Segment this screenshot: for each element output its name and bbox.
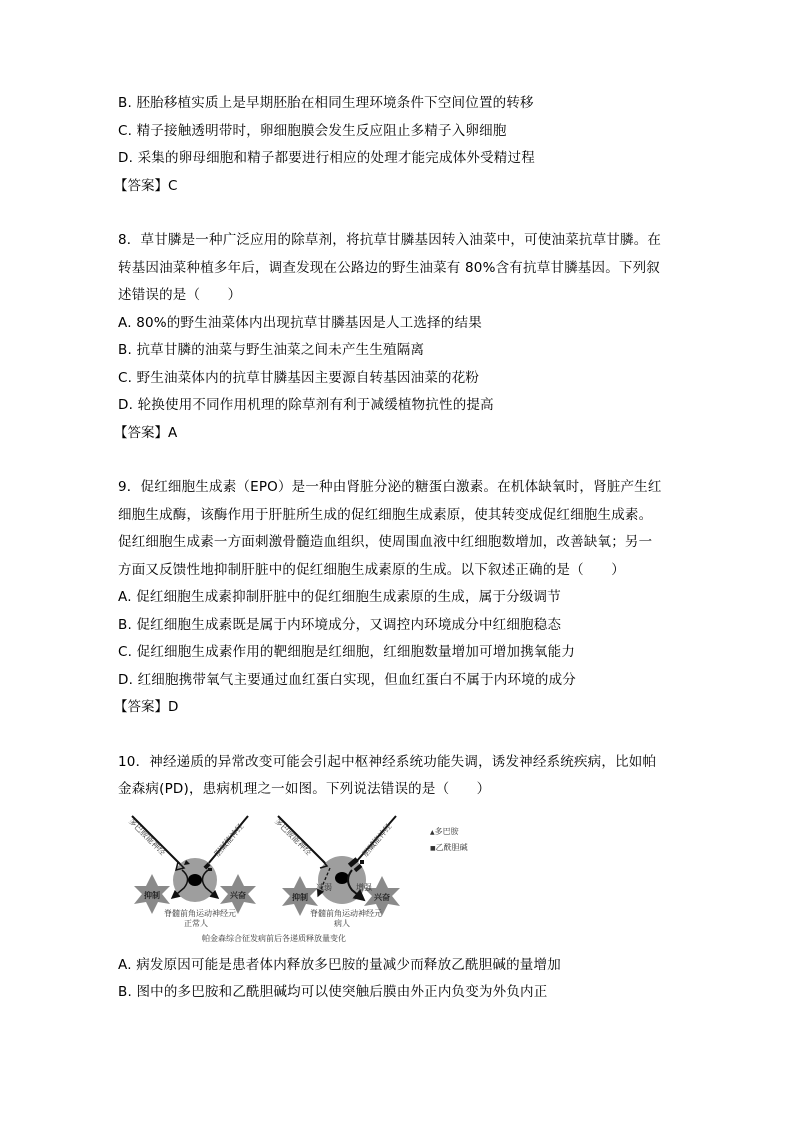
question-stem-line: 9．促红细胞生成素（EPO）是一种由肾脏分泌的糖蛋白激素。在机体缺氧时，肾脏产生红 [118, 479, 662, 495]
option-c: C. 促红细胞生成素作用的靶细胞是红细胞，红细胞数量增加可增加携氧能力 [118, 644, 576, 660]
figure-caption: 帕金森综合征发病前后各递质释放量变化 [202, 933, 346, 943]
question-stem-line: 促红细胞生成素一方面刺激骨髓造血组织，使周围血液中红细胞数增加，改善缺氧；另一 [118, 534, 653, 550]
question-stem-line: 细胞生成酶，该酶作用于肝脏所生成的促红细胞生成素原，使其转变成促红细胞生成素。 [118, 506, 653, 523]
question-10 [118, 749, 684, 1007]
option-b: B. 促红细胞生成素既是属于内环境成分，又调控内环境成分中红细胞稳态 [118, 616, 562, 633]
option-c: C. 野生油菜体内的抗草甘膦基因主要源自转基因油菜的花粉 [118, 369, 480, 386]
subject-label: 病人 [334, 918, 350, 928]
neuron-label: 脊髓前角运动神经元 [164, 908, 236, 918]
cholinergic-nerve-label: 胆碱能神经 [212, 821, 246, 858]
question-8 [114, 227, 684, 447]
option-c: C. 精子接触透明带时，卵细胞膜会发生反应阻止多精子入卵细胞 [118, 122, 507, 139]
triangle-icon: ▲ [430, 828, 435, 836]
decrease-label: 减弱 [316, 882, 332, 892]
inhibit-label: 抑制 [292, 891, 308, 902]
subject-label: 正常人 [184, 918, 208, 928]
option-b: B. 抗草甘膦的油菜与野生油菜之间未产生生殖隔离 [118, 342, 425, 358]
legend-item-acetylcholine: ■乙酰胆碱 [430, 842, 468, 852]
answer: 【答案】A [114, 424, 178, 441]
cholinergic-nerve-label: 胆碱能神经 [360, 821, 394, 858]
option-b: B. 图中的多巴胺和乙酰胆碱均可以使突触后膜由外正内负变为外负内正 [118, 984, 548, 1000]
parkinson-mechanism-figure [120, 808, 500, 948]
option-a: A. 80%的野生油菜体内出现抗草甘膦基因是人工选择的结果 [118, 314, 482, 331]
neuron-label: 脊髓前角运动神经元 [310, 908, 382, 918]
increase-label: 增强 [356, 882, 372, 892]
question-stem-line: 8．草甘膦是一种广泛应用的除草剂，将抗草甘膦基因转入油菜中，可使油菜抗草甘膦。在 [118, 232, 662, 248]
option-d: D. 轮换使用不同作用机理的除草剂有利于减缓植物抗性的提高 [118, 397, 494, 413]
question-stem-line: 10．神经递质的异常改变可能会引起中枢神经系统功能失调，诱发神经系统疾病，比如帕 [118, 753, 657, 770]
dopamine-nerve-label: 多巴胺能神经 [126, 816, 168, 857]
dopamine-nerve-label: 多巴胺能神经 [272, 816, 314, 857]
answer: 【答案】D [114, 699, 179, 715]
excite-label: 兴奋 [230, 889, 246, 900]
square-icon: ■ [430, 844, 436, 852]
question-stem-line: 金森病(PD)，患病机理之一如图。下列说法错误的是（ ） [118, 781, 491, 797]
question-7-options [114, 90, 684, 200]
question-stem-line: 述错误的是（ ） [118, 287, 242, 303]
question-9 [114, 474, 684, 722]
legend-item-dopamine: ▲多巴胺 [430, 826, 459, 836]
option-a: A. 促红细胞生成素抑制肝脏中的促红细胞生成素原的生成，属于分级调节 [118, 589, 561, 605]
option-b: B. 胚胎移植实质上是早期胚胎在相同生理环境条件下空间位置的转移 [118, 95, 534, 111]
question-stem-line: 方面又反馈性地抑制肝脏中的促红细胞生成素原的生成。以下叙述正确的是（ ） [118, 561, 625, 578]
inhibit-label: 抑制 [144, 889, 160, 900]
option-d: D. 红细胞携带氧气主要通过血红蛋白实现，但血红蛋白不属于内环境的成分 [118, 671, 576, 688]
excite-label: 兴奋 [374, 891, 390, 902]
option-d: D. 采集的卵母细胞和精子都要进行相应的处理才能完成体外受精过程 [118, 150, 535, 166]
answer: 【答案】C [114, 177, 178, 194]
figure-legend [430, 824, 468, 856]
document-page [114, 90, 684, 1007]
option-a: A. 病发原因可能是患者体内释放多巴胺的量减少而释放乙酰胆碱的量增加 [118, 956, 561, 973]
question-stem-line: 转基因油菜种植多年后，调查发现在公路边的野生油菜有 80%含有抗草甘膦基因。下列叙 [118, 259, 660, 276]
